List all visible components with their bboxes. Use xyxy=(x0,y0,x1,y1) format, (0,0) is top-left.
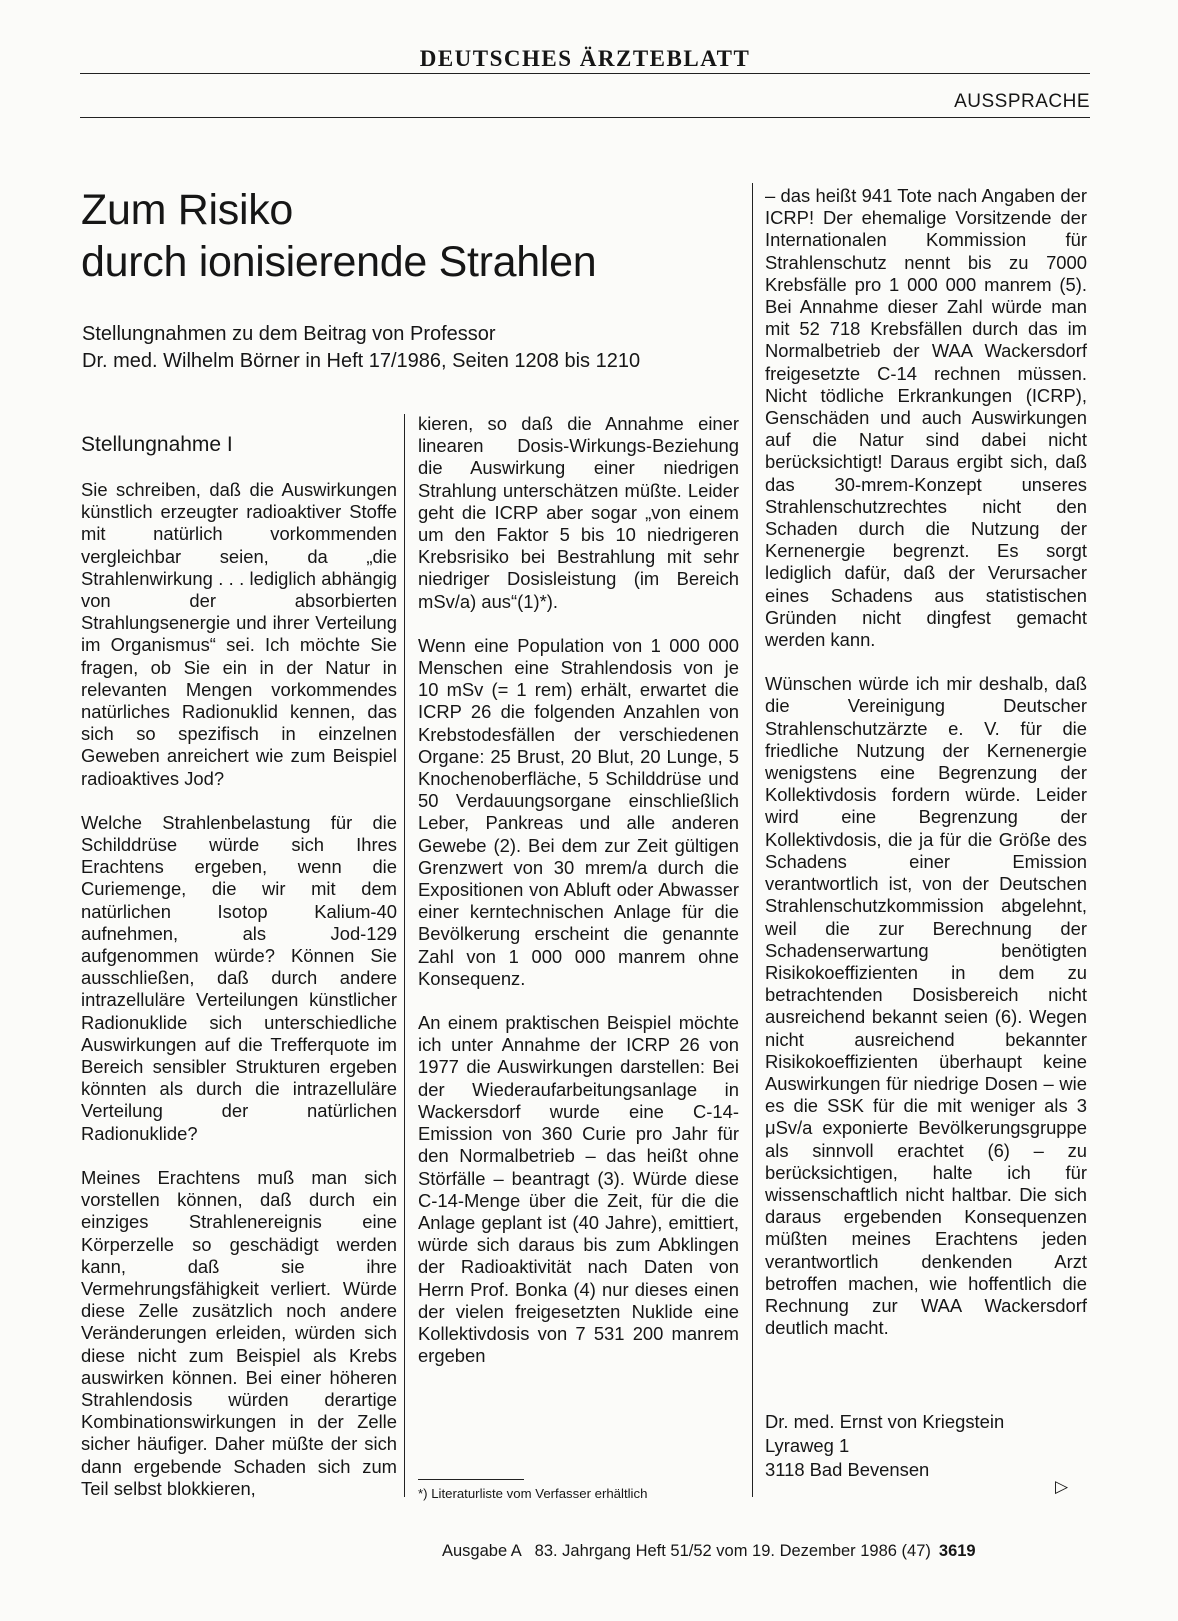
continue-arrow-icon: ▷ xyxy=(1055,1477,1069,1496)
author-city: 3118 Bad Bevensen xyxy=(765,1459,930,1480)
paragraph: Sie schreiben, daß die Auswirkungen künstlich erzeugter radioaktiver Stoffe mit natürlich vorkommenden vergleichbar seien, da „die Strahlenwirkung . . . lediglich abhängig von der absorbierten Strahlungsenergie und ihrer Verteilung im Organismus“ sei. Ich möchte Sie fragen, ob Sie ein in der Natur in relevanten Mengen vorkommendes natürliches Radionuklid kennen, das sich so spezifisch in einzelnen Geweben anreichert wie zum Beispiel radioaktives Jod? xyxy=(81,479,397,789)
text-column-3 xyxy=(765,185,1087,1361)
title-line-2: durch ionisierende Strahlen xyxy=(81,238,597,286)
page-footer xyxy=(442,1542,976,1561)
statement-heading: Stellungnahme I xyxy=(81,433,233,456)
paragraph: Meines Erachtens muß man sich vorstellen können, daß durch ein einziges Strahlenereignis eine Körperzelle so geschädigt werden kann, daß sie ihre Vermehrungsfähigkeit verliert. Würde diese Zelle zusätzlich noch andere Veränderungen erleiden, würden sich diese nicht zum Beispiel als Krebs auswirken können. Bei einer höheren Strahlendosis würden derartige Kombinationswirkungen in der Zelle sicher häufiger. Daher müßte der sich dann ergebende Schaden sich zum Teil selbst blokkieren, xyxy=(81,1166,397,1499)
paragraph: kieren, so daß die Annahme einer linearen Dosis-Wirkungs-Beziehung die Auswirkung einer niedrigen Strahlung unterschätzen müßte. Leider geht die ICRP aber sogar „von einem um den Faktor 5 bis 10 niedrigeren Krebsrisiko bei Bestrahlung mit sehr niedriger Dosisleistung (im Bereich mSv/a) aus“(1)*). xyxy=(418,413,739,612)
paragraph: – das heißt 941 Tote nach Angaben der ICRP! Der ehemalige Vorsitzende der Internationalen Kommission für Strahlenschutz nennt bis zu 7000 Krebsfälle pro 1 000 000 manrem (5). Bei Annahme dieser Zahl würde man mit 52 718 Krebsfällen durch das im Normalbetrieb der WAA Wackersdorf freigesetzte C-14 rechnen müssen. Nicht tödliche Erkrankungen (ICRP), Genschäden und auch Auswirkungen auf die Natur sind dabei nicht berücksichtigt! Daraus ergibt sich, daß das 30-mrem-Konzept unseres Strahlenschutzrechtes nicht den Schaden durch die Nutzung der Kernenergie begrenzt. Es sorgt lediglich dafür, daß der Verursacher eines Schadens aus statistischen Gründen nicht dingfest gemacht werden kann. xyxy=(765,185,1087,651)
text-column-2 xyxy=(418,413,739,1389)
column-divider xyxy=(752,183,753,1497)
issue-info: Ausgabe A 83. Jahrgang Heft 51/52 vom 19. Dezember 1986 (47) xyxy=(442,1542,931,1560)
footnote-rule xyxy=(418,1479,524,1480)
article-subtitle xyxy=(82,321,640,375)
page-number: 3619 xyxy=(938,1542,976,1560)
subtitle-line-2: Dr. med. Wilhelm Börner in Heft 17/1986, Seiten 1208 bis 1210 xyxy=(82,350,641,372)
paragraph: An einem praktischen Beispiel möchte ich unter Annahme der ICRP 26 von 1977 die Auswirkungen darstellen: Bei der Wiederaufarbeitungsanlage in Wackersdorf wurde eine C-14-Emission von 360 Curie pro Jahr für den Normalbetrieb – das heißt ohne Störfälle – beantragt (3). Würde diese C-14-Menge über die Zeit, für die die Anlage geplant ist (40 Jahre), emittiert, würde sich daraus bis zum Abklingen der Radioaktivität nach Daten von Herrn Prof. Bonka (4) nur dieses einen der vielen freigesetzten Nuklide eine Kollektivdosis von 7 531 200 manrem ergeben xyxy=(418,1012,739,1367)
title-line-1: Zum Risiko xyxy=(81,186,294,234)
author-signature xyxy=(765,1410,1004,1482)
article-title xyxy=(81,184,596,288)
text-column-1 xyxy=(81,433,397,1522)
paragraph: Wenn eine Population von 1 000 000 Menschen eine Strahlendosis von je 10 mSv (= 1 rem) erhält, erwartet die ICRP 26 die folgenden Anzahlen von Krebstodesfällen der verschiedenen Organe: 25 Brust, 20 Blut, 20 Lunge, 5 Knochenoberfläche, 5 Schilddrüse und 50 Verdauungsorgane einschließlich Leber, Pankreas und alle anderen Gewebe (2). Bei dem zur Zeit gültigen Grenzwert von 30 mrem/a durch die Expositionen von Abluft oder Abwasser einer kerntechnischen Anlage für die Bevölkerung erscheint die genannte Zahl von 1 000 000 manrem ohne Konsequenz. xyxy=(418,634,739,989)
paragraph: Welche Strahlenbelastung für die Schilddrüse würde sich Ihres Erachtens ergeben, wenn die Curiemenge, die wir mit dem natürlichen Isotop Kalium-40 aufnehmen, als Jod-129 aufgenommen würde? Können Sie ausschließen, daß durch andere intrazelluläre Verteilungen künstlicher Radionuklide sich unterschiedliche Auswirkungen auf die Trefferquote im Bereich sensibler Strukturen ergeben könnten als durch die intrazelluläre Verteilung der natürlichen Radionuklide? xyxy=(81,811,397,1144)
subtitle-line-1: Stellungnahmen zu dem Beitrag von Professor xyxy=(82,323,496,345)
author-name: Dr. med. Ernst von Kriegstein xyxy=(765,1411,1005,1432)
footnote: *) Literaturliste vom Verfasser erhältlich xyxy=(418,1486,648,1501)
section-label: AUSSPRACHE xyxy=(954,91,1090,112)
journal-masthead: DEUTSCHES ÄRZTEBLATT xyxy=(419,46,751,71)
column-divider xyxy=(404,414,405,1497)
paragraph: Wünschen würde ich mir deshalb, daß die Vereinigung Deutscher Strahlenschutzärzte e. V. für die friedliche Nutzung der Kernenergie wenigstens eine Begrenzung der Kollektivdosis fordern würde. Leider wird eine Begrenzung der Kollektivdosis, die ja für die Größe des Schadens einer Emission verantwortlich ist, von der Deutschen Strahlenschutzkommission abgelehnt, weil die zur Berechnung der Schadenserwartung benötigten Risikokoeffizienten in dem zu betrachtenden Dosisbereich nicht ausreichend bekannt seien (6). Wegen nicht ausreichend bekannter Risikokoeffizienten überhaupt keine Auswirkungen für niedrige Dosen – wie es die SSK für die mit weniger als 3 μSv/a exponierte Bevölkerungsgruppe als sinnvoll erachtet (6) – zu berücksichtigen, halte ich für wissenschaftlich nicht haltbar. Die sich daraus ergebenden Konsequenzen müßten meines Erachtens jeden verantwortlich denkenden Arzt betroffen machen, wie hoffentlich die Rechnung zur WAA Wackersdorf deutlich macht. xyxy=(765,673,1087,1339)
masthead-rule xyxy=(80,73,1090,74)
section-rule xyxy=(80,117,1090,118)
author-street: Lyraweg 1 xyxy=(765,1435,850,1456)
